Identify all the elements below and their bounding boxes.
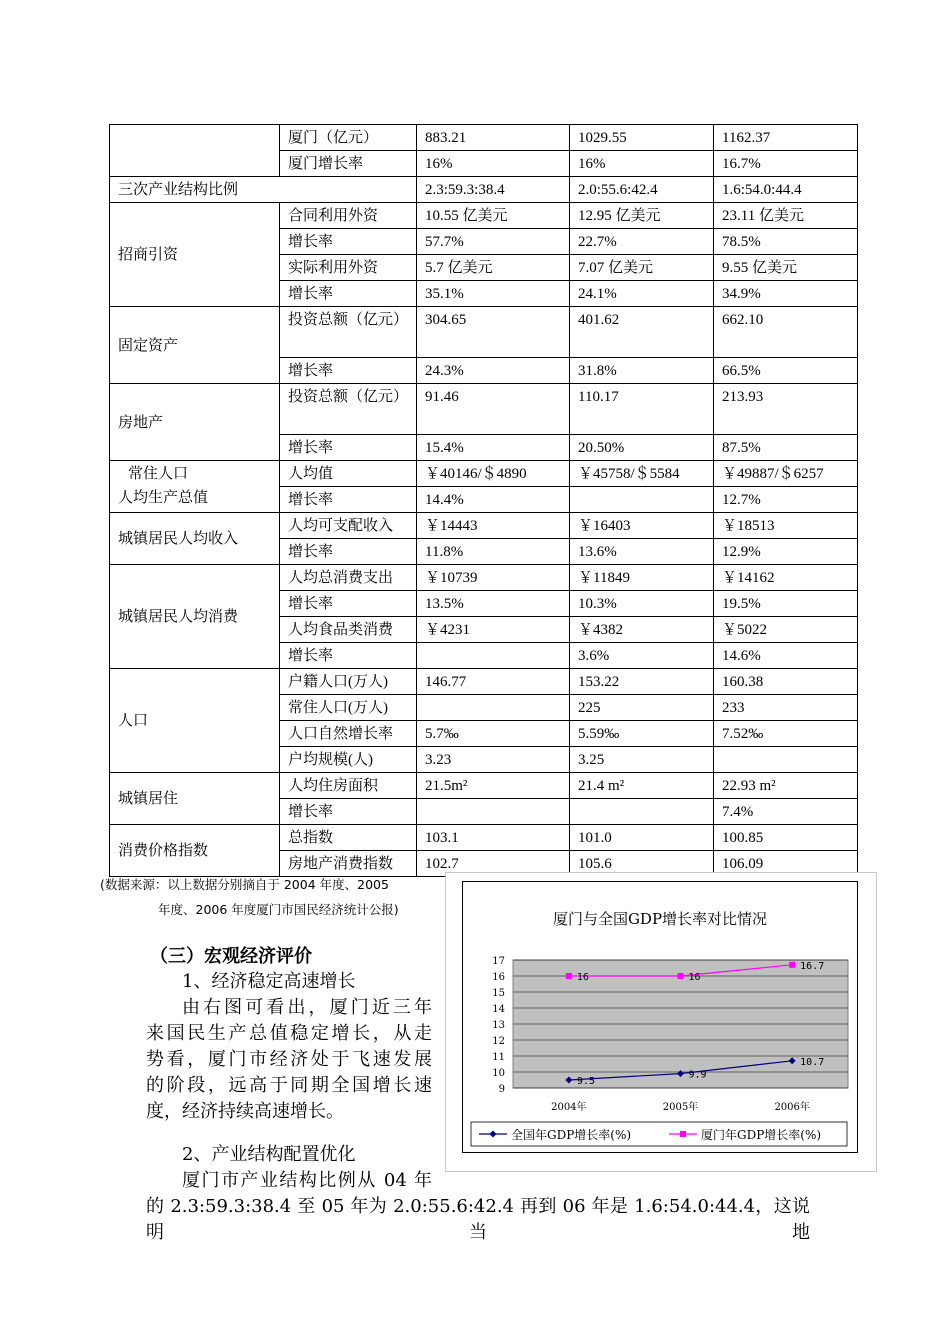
value-cell: 22.7% [570,229,714,255]
value-cell: 19.5% [714,591,858,617]
value-cell: ￥40146/＄4890 [417,461,570,487]
value-cell: 160.38 [714,669,858,695]
value-cell: 87.5% [714,435,858,461]
y-tick-label: 15 [492,988,505,999]
paragraph-line: 度，经济持续高速增长。 [146,1101,344,1122]
sub-item-cell: 户均规模(人) [280,747,417,773]
value-cell: 91.46 [417,384,570,435]
y-tick-label: 11 [492,1052,505,1063]
value-cell: 304.65 [417,307,570,358]
sub-item-cell: 人均总消费支出 [280,565,417,591]
table-row [110,669,858,695]
category-cell: 城镇居民人均收入 [110,513,280,565]
x-tick-label: 2005年 [662,1102,699,1113]
value-cell: 213.93 [714,384,858,435]
value-cell: 101.0 [570,825,714,851]
value-cell: 1162.37 [714,125,858,151]
sub-item-cell: 增长率 [280,435,417,461]
paragraph-line: 来国民生产总值稳定增长，从走 [146,1023,432,1044]
value-cell: 153.22 [570,669,714,695]
y-tick-label: 17 [492,956,505,967]
section-heading: （三）宏观经济评价 [150,946,312,967]
note-line: (数据来源：以上数据分别摘自于 2004 年度、2005 [100,877,389,892]
paragraph-line: 势看，厦门市经济处于飞速发展 [146,1049,432,1070]
value-cell: 21.4 m² [570,773,714,799]
category-cell: 城镇居民人均消费 [110,565,280,669]
value-cell: 1029.55 [570,125,714,151]
table-row [110,565,858,591]
data-label: 16 [576,972,589,983]
category-cell: 人口 [110,669,280,773]
chart-title: 厦门与全国GDP增长率对比情况 [552,910,768,928]
paragraph-line-text: 的 2.3:59.3:38.4 至 05 年为 2.0:55.6:42.4 再到 06 年是 1.6:54.0:44.4，这说明当地 [146,1196,810,1243]
value-cell: ￥4231 [417,617,570,643]
chart-svg [463,882,857,1152]
sub-item-cell: 厦门（亿元） [280,125,417,151]
value-cell: 12.9% [714,539,858,565]
y-tick-label: 13 [492,1020,505,1031]
table-row [110,773,858,799]
table-row [110,461,858,487]
value-cell: ￥5022 [714,617,858,643]
value-cell: 2.3:59.3:38.4 [417,177,570,203]
value-cell: ￥4382 [570,617,714,643]
category-cell: 固定资产 [110,307,280,384]
paragraph-line-text: 厦门市产业结构比例从 04 年 [182,1170,432,1191]
sub-item-cell: 增长率 [280,539,417,565]
value-cell: 5.7‰ [417,721,570,747]
sub-item-cell: 合同利用外资 [280,203,417,229]
value-cell: 3.6% [570,643,714,669]
value-cell: 15.4% [417,435,570,461]
value-cell: ￥45758/＄5584 [570,461,714,487]
value-cell: 7.52‰ [714,721,858,747]
value-cell [417,695,570,721]
note-line: 年度、2006 年度厦门市国民经济统计公报) [158,902,399,917]
sub-item-cell: 增长率 [280,358,417,384]
category-cell: 城镇居住 [110,773,280,825]
data-point [789,962,795,968]
value-cell: 11.8% [417,539,570,565]
value-cell: ￥16403 [570,513,714,539]
subheading: 2、产业结构配置优化 [182,1144,356,1165]
value-cell: 24.3% [417,358,570,384]
sub-item-cell: 总指数 [280,825,417,851]
value-cell: 22.93 m² [714,773,858,799]
value-cell [570,799,714,825]
table-row [110,384,858,435]
sub-item-cell: 人口自然增长率 [280,721,417,747]
x-tick-label: 2004年 [551,1102,587,1113]
value-cell [714,747,858,773]
data-label: 10.7 [800,1056,825,1068]
value-cell: 7.4% [714,799,858,825]
paragraph-line [146,1194,810,1246]
data-label: 9.5 [576,1076,595,1087]
value-cell: 225 [570,695,714,721]
value-cell: 401.62 [570,307,714,358]
value-cell: 3.23 [417,747,570,773]
sub-item-cell: 房地产消费指数 [280,851,417,877]
value-cell: 78.5% [714,229,858,255]
value-cell [570,487,714,513]
value-cell: 7.07 亿美元 [570,255,714,281]
value-cell: 16% [570,151,714,177]
table-row [110,307,858,358]
legend-label: 全国年GDP增长率(%) [511,1128,632,1142]
value-cell: ￥14162 [714,565,858,591]
value-cell: 31.8% [570,358,714,384]
value-cell: 23.11 亿美元 [714,203,858,229]
table-row [110,177,858,203]
value-cell: 110.17 [570,384,714,435]
value-cell: 102.7 [417,851,570,877]
sub-item-cell: 增长率 [280,643,417,669]
table-row [110,513,858,539]
data-point [566,973,572,979]
sub-item-cell: 厦门增长率 [280,151,417,177]
sub-item-cell: 增长率 [280,799,417,825]
y-tick-label: 14 [492,1004,505,1015]
value-cell: 100.85 [714,825,858,851]
category-cell: 招商引资 [110,203,280,307]
sub-item-cell: 增长率 [280,591,417,617]
x-tick-label: 2006年 [774,1102,810,1113]
value-cell: 14.4% [417,487,570,513]
table-row [110,203,858,229]
y-tick-label: 12 [492,1036,505,1047]
table-row [110,125,858,151]
value-cell: 35.1% [417,281,570,307]
value-cell [417,799,570,825]
value-cell: 12.95 亿美元 [570,203,714,229]
category-cell: 消费价格指数 [110,825,280,877]
value-cell: 16.7% [714,151,858,177]
table-row [110,825,858,851]
category-line: 常住人口 [128,466,189,482]
y-tick-label: 16 [492,972,505,983]
sub-item-cell: 户籍人口(万人) [280,669,417,695]
chart-frame [445,872,877,1172]
value-cell: ￥14443 [417,513,570,539]
value-cell: 883.21 [417,125,570,151]
value-cell: 12.7% [714,487,858,513]
paragraph-line: 由右图可看出，厦门近三年 [182,997,432,1018]
value-cell: 13.6% [570,539,714,565]
sub-item-cell: 实际利用外资 [280,255,417,281]
value-cell: 24.1% [570,281,714,307]
value-cell: 10.55 亿美元 [417,203,570,229]
data-label: 16.7 [800,960,825,972]
value-cell: 20.50% [570,435,714,461]
value-cell: 146.77 [417,669,570,695]
subheading: 1、经济稳定高速增长 [182,971,356,992]
value-cell: 14.6% [714,643,858,669]
value-cell: 9.55 亿美元 [714,255,858,281]
legend-label: 厦门年GDP增长率(%) [701,1128,822,1142]
sub-item-cell: 投资总额（亿元） [280,384,417,435]
sub-item-cell: 投资总额（亿元） [280,307,417,358]
value-cell: 106.09 [714,851,858,877]
category-cell [110,125,280,177]
data-label: 9.9 [688,1069,707,1081]
sub-item-cell: 增长率 [280,229,417,255]
legend-marker [680,1131,686,1137]
value-cell: 13.5% [417,591,570,617]
value-cell: 105.6 [570,851,714,877]
value-cell: 10.3% [570,591,714,617]
category-cell: 三次产业结构比例 [110,177,417,203]
value-cell: 16% [417,151,570,177]
gdp-growth-chart [462,881,858,1153]
data-label: 16 [688,972,701,983]
sub-item-cell: 人均食品类消费 [280,617,417,643]
value-cell: 103.1 [417,825,570,851]
value-cell: 21.5m² [417,773,570,799]
sub-item-cell: 增长率 [280,281,417,307]
value-cell: 662.10 [714,307,858,358]
sub-item-cell: 人均可支配收入 [280,513,417,539]
paragraph-line [182,1168,432,1194]
category-cell: 房地产 [110,384,280,461]
sub-item-cell: 人均住房面积 [280,773,417,799]
y-tick-label: 9 [498,1084,505,1095]
value-cell: ￥18513 [714,513,858,539]
value-cell [417,643,570,669]
value-cell: 5.7 亿美元 [417,255,570,281]
y-tick-label: 10 [492,1068,505,1079]
data-point [678,973,684,979]
value-cell: 1.6:54.0:44.4 [714,177,858,203]
sub-item-cell: 常住人口(万人) [280,695,417,721]
value-cell: 2.0:55.6:42.4 [570,177,714,203]
value-cell: 57.7% [417,229,570,255]
paragraph-line: 的阶段，远高于同期全国增长速 [146,1075,432,1096]
paragraph [146,995,432,1125]
value-cell: 233 [714,695,858,721]
sub-item-cell: 人均值 [280,461,417,487]
value-cell: 3.25 [570,747,714,773]
category-cell [110,461,280,513]
value-cell: ￥10739 [417,565,570,591]
value-cell: ￥49887/＄6257 [714,461,858,487]
data-source-note [100,872,432,922]
value-cell: 34.9% [714,281,858,307]
value-cell: ￥11849 [570,565,714,591]
sub-item-cell: 增长率 [280,487,417,513]
value-cell: 5.59‰ [570,721,714,747]
statistics-table [109,124,858,877]
category-line: 人均生产总值 [118,490,209,506]
value-cell: 66.5% [714,358,858,384]
